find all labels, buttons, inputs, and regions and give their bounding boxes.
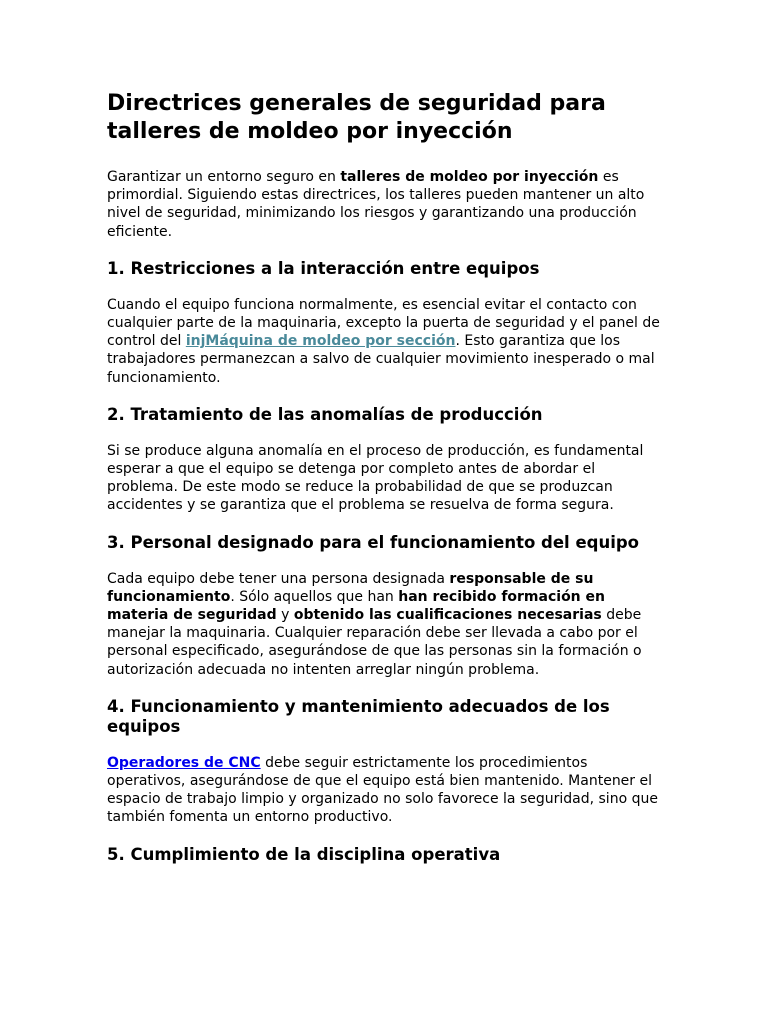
section-2-heading: 2. Tratamiento de las anomalías de producción xyxy=(107,404,543,424)
section-3-heading: 3. Personal designado para el funcionamiento del equipo xyxy=(107,532,639,552)
section-3-text: Cada equipo debe tener una persona designada xyxy=(107,570,450,587)
intro-text-2: es primordial. Siguiendo estas directrices, los talleres pueden mantener un alto nivel de seguridad, minimizando los riesgos y garantizando una producción eficiente. xyxy=(107,169,645,240)
document-page xyxy=(107,90,667,882)
section-4-heading: 4. Funcionamiento y mantenimiento adecuados de los equipos xyxy=(107,696,610,736)
section-3-paragraph xyxy=(107,570,667,679)
section-3-text-3: y xyxy=(276,607,294,624)
section-3-bold-3: obtenido las cualificaciones necesarias xyxy=(293,607,602,624)
intro-text: Garantizar un entorno seguro en xyxy=(107,169,341,185)
intro-paragraph xyxy=(107,168,667,241)
section-3-text-4: debe manejar la maquinaria. Cualquier reparación debe ser llevada a cabo por el personal especificado, asegurándose de que las personas sin la formación o autorización adecuada no intenten arreglar ningún problema. xyxy=(107,607,642,678)
section-1-paragraph xyxy=(107,296,667,387)
section-1-text: Cuando el equipo funciona normalmente, es esencial evitar el contacto con cualquier parte de la maquinaria, excepto la puerta de seguridad y el panel de control del xyxy=(107,296,660,350)
intro-bold: talleres de moldeo por inyección xyxy=(340,169,599,185)
section-4-text: debe seguir estrictamente los procedimientos operativos, asegurándose de que el equipo está bien mantenido. Mantener el espacio de trabajo limpio y organizado no solo favorece la seguridad, sino que también fomenta un entorno productivo. xyxy=(107,754,658,826)
injection-machine-link[interactable]: injMáquina de moldeo por sección xyxy=(185,333,456,350)
section-1-heading: 1. Restricciones a la interacción entre equipos xyxy=(107,258,540,278)
section-3-bold-2: han recibido formación en materia de seguridad xyxy=(107,588,605,624)
cnc-operators-link[interactable]: Operadores de CNC xyxy=(107,754,261,771)
section-1-text-2: . Esto garantiza que los trabajadores permanezcan a salvo de cualquier movimiento inesperado o mal funcionamiento. xyxy=(107,333,655,386)
page-title: Directrices generales de seguridad para talleres de moldeo por inyección xyxy=(107,91,606,144)
section-4-paragraph xyxy=(107,754,667,827)
section-3-bold-1: responsable de su funcionamiento xyxy=(107,570,594,605)
section-5-heading: 5. Cumplimiento de la disciplina operativa xyxy=(107,844,501,864)
section-2-paragraph: Si se produce alguna anomalía en el proceso de producción, es fundamental esperar a que el equipo se detenga por completo antes de abordar el problema. De este modo se reduce la probabilidad de que se produzcan accidentes y se garantiza que el problema se resuelva de forma segura. xyxy=(107,442,644,514)
section-3-text-2: . Sólo aquellos que han xyxy=(230,588,399,605)
